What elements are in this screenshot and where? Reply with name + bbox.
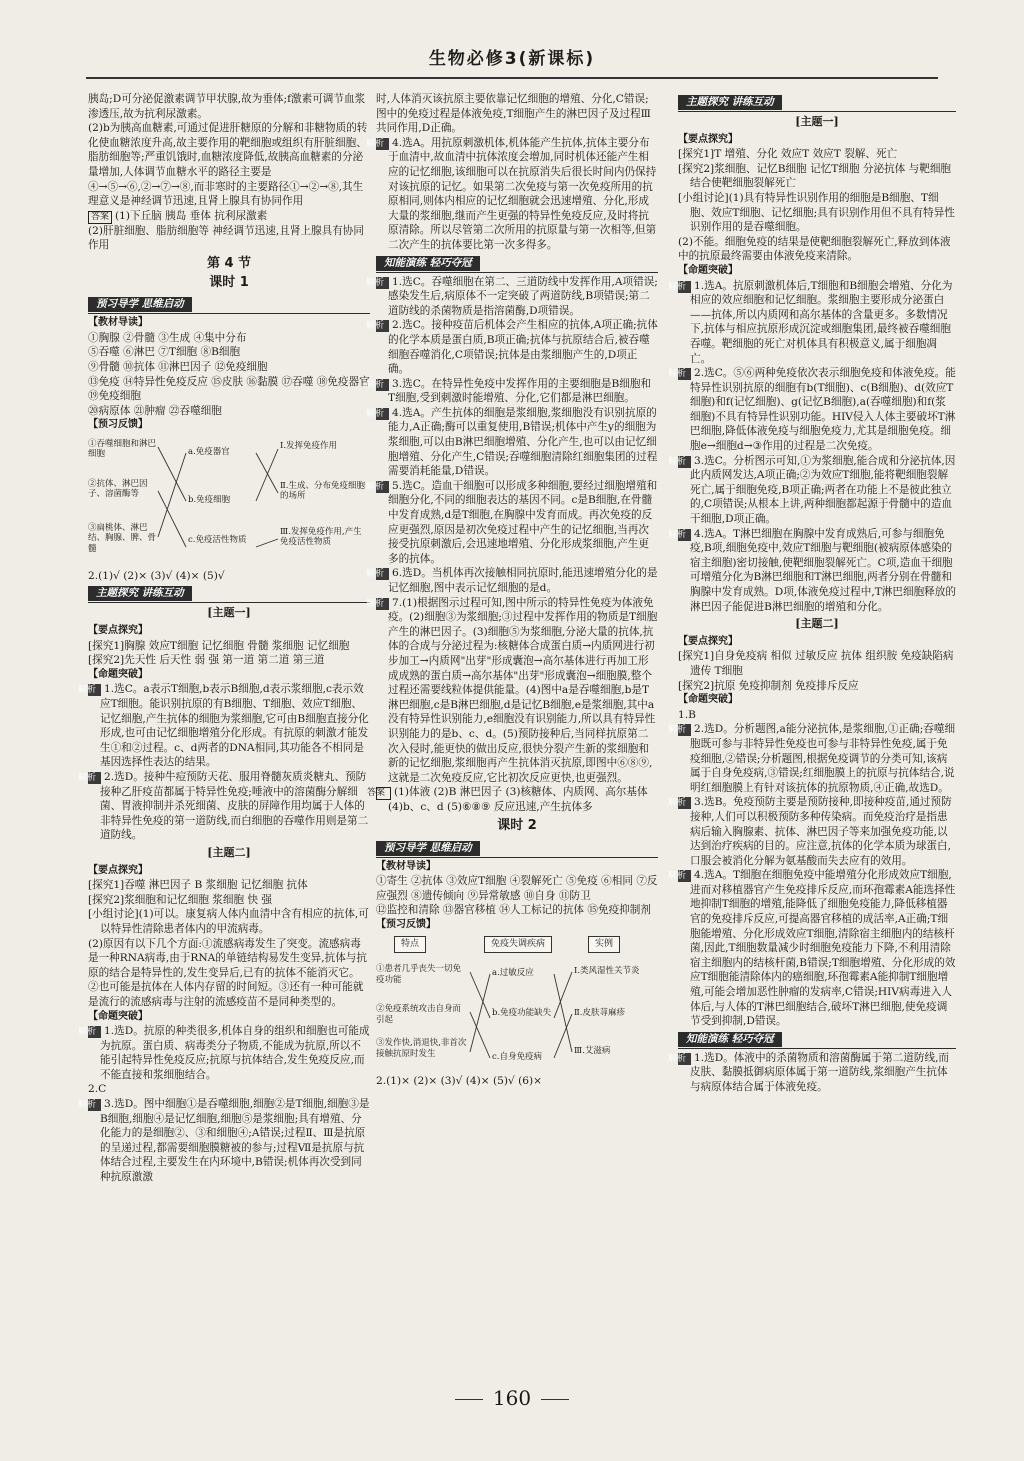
list-item: ⑤吞噬 ⑥淋巴 ⑦T细胞 ⑧B细胞 xyxy=(88,346,241,359)
answer-text: 3.选C。在特异性免疫中发挥作用的主要细胞是B细胞和T细胞,受到刺激时能增殖、分化,它们都是淋巴细胞。 xyxy=(388,377,652,405)
question-answer xyxy=(366,275,658,319)
list-item: [探究2]先天性 后天性 弱 强 第一道 第二道 第三道 xyxy=(88,654,325,667)
answer-block xyxy=(367,785,658,815)
page-number: 160 xyxy=(492,1386,532,1410)
question-answer xyxy=(668,366,956,454)
question-answer xyxy=(366,377,658,406)
question-answer: 2.C xyxy=(88,1083,107,1096)
diagram-mid-item: a.过敏反应 xyxy=(492,968,534,979)
list-item: ①寄生 ②抗体 ③效应T细胞 ④裂解死亡 ⑤免疫 ⑥相同 ⑦反应强烈 ⑧遗传倾向 ⑨异常敏感 ⑩自身 ⑪防卫 xyxy=(376,875,658,902)
answer-text: 1.选C。a表示T细胞,b表示B细胞,d表示浆细胞,c表示效应T细胞。能识别抗原的有B细胞、T细胞、效应T细胞、记忆细胞,产生抗体的细胞为浆细胞,它可由B细胞直接分化形成,也可由记忆细胞增殖分化形成。有抗原的刺激才能发生①和②过程。c、d两者的DNA相同,其功能各不相同是基因选择性表达的结果。 xyxy=(100,683,369,769)
answer-tag: 答案 xyxy=(88,211,112,224)
diagram-right-item: Ⅲ.发挥免疫作用,产生免疫活性物质 xyxy=(280,526,362,548)
analysis-tag: 解析 xyxy=(376,481,389,493)
subheading: 【预习反馈】 xyxy=(88,419,148,431)
answer-text: 4.选A。T细胞在细胞免疫中能增殖分化形成效应T细胞,进而对移植器官产生免疫排斥反应,而环孢霉素A能选择性地抑制T细胞的增殖,能降低了细胞免疫能力,降低移植器官的免疫排斥反应,可提高器官移植的成活率,A正确;T细胞能增殖、分化形成效应T细胞,清除宿主细胞内的结核杆菌,因此,T细胞数量减少时细胞免疫能力下降,不利用清除宿主细胞内的结核杆菌,B错误;T细胞增殖、分化形成的效应T细胞能清除体内的癌细胞,环孢霉素A能抑制T细胞增殖,可能会增加恶性肿瘤的发病率,C错误;HIV病毒进入人体后,与人体的T淋巴细胞结合,破坏T淋巴细胞,使免疫调节受到抑制,D错误。 xyxy=(690,869,956,1028)
analysis-tag: 解析 xyxy=(88,1026,101,1038)
theme-heading: [主题二] xyxy=(795,617,839,631)
section-bar xyxy=(678,92,956,112)
list-item: [探究1]胸腺 效应T细胞 记忆细胞 骨髓 浆细胞 记忆细胞 xyxy=(88,639,350,652)
analysis-tag: 解析 xyxy=(678,529,691,541)
diagram-left-item: ③扁桃体、淋巴结、胸腺、脾、骨髓 xyxy=(88,522,157,554)
diagram-header: 实例 xyxy=(588,936,620,953)
subheading: 【要点探究】 xyxy=(678,635,738,647)
list-item: ⑳病原体 ㉑肿瘤 ㉒吞噬细胞 xyxy=(88,404,222,417)
column-3 xyxy=(668,92,956,1095)
question-answer xyxy=(668,527,956,615)
analysis-tag: 解析 xyxy=(376,320,389,332)
diagram-mid-item: a.免疫器官 xyxy=(188,446,230,457)
question-answer xyxy=(366,406,658,479)
question-answer xyxy=(366,596,658,786)
list-item: [探究1]自身免疫病 相似 过敏反应 抗体 组织胺 免疫缺陷病 遗传 T细胞 xyxy=(678,650,954,677)
question-answer xyxy=(366,566,658,595)
answer-text: 5.选C。造血干细胞可以形成多种细胞,要经过细胞增殖和细胞分化,不同的细胞表达的基因不同。c是B细胞,在骨髓中发育成熟,d是T细胞,在胸腺中发育而成。再次免疫的反应更强烈,原因是初次免疫过程中产生的记忆细胞,当再次接受抗原刺激后,会迅速地增殖、分化形成浆细胞,产生更多的抗体。 xyxy=(388,479,658,565)
column-2 xyxy=(366,92,658,1089)
diagram-left-item: ②抗体、淋巴因子、溶菌酶等 xyxy=(88,478,148,500)
diagram-mid-item: c.免疫活性物质 xyxy=(188,534,247,545)
diagram-mid-item: b.免疫细胞 xyxy=(188,494,231,505)
subheading: 【预习反馈】 xyxy=(376,918,436,930)
analysis-tag: 解析 xyxy=(376,379,389,391)
analysis-tag: 解析 xyxy=(88,772,101,784)
section-heading: 知能演练 轻巧夺冠 xyxy=(678,1032,782,1047)
question-answer xyxy=(668,1051,956,1095)
list-item: [探究2]浆细胞和记忆细胞 浆细胞 快 强 xyxy=(88,893,273,906)
subheading: 【命题突破】 xyxy=(678,694,738,706)
section-heading: 预习导学 思维启动 xyxy=(376,841,480,856)
analysis-tag: 解析 xyxy=(376,598,389,610)
diagram-right-item: Ⅱ.生成、分布免疫细胞的场所 xyxy=(280,480,365,502)
analysis-tag: 解析 xyxy=(678,281,691,293)
analysis-tag: 解析 xyxy=(88,1099,101,1111)
section-title: 第 4 节 xyxy=(206,255,252,271)
answer-text: 4.选A。用抗原刺激机体,机体能产生抗体,抗体主要分布于血清中,故血清中抗体浓度会增加,同时机体还能产生相应的记忆细胞,该细胞可以在抗原消失后很长时间内仍保持对该抗原的记忆。如果第二次免疫与第一次免疫所用的抗原相同,则体内相应的记忆细胞就会迅速增殖、分化,形成大量的浆细胞,继而产生更强的特异性免疫反应,及时将抗原清除。所以尽管第二次所用的抗原量与第一次相等,但第二次产生的抗体要比第一次多得多。 xyxy=(388,136,657,251)
diagram-left-item: ①患者几乎丧失一切免疫功能 xyxy=(376,964,462,985)
discussion: (2)不能。细胞免疫的结果是使靶细胞裂解死亡,释放到体液中的抗原最终需要由体液免疫来清除。 xyxy=(678,235,951,263)
question-answer xyxy=(668,454,956,527)
diagram-left-item: ①吞噬细胞和淋巴细胞 xyxy=(88,438,157,460)
diagram-left-item: ③发作快,消退快,非首次接触抗原时发生 xyxy=(376,1038,467,1059)
answer-text: 1.选D。抗原的种类很多,机体自身的组织和细胞也可能成为抗原。蛋白质、病毒类分子物质,不能成为抗原,所以不能引起特异性免疫反应;抗原与抗体结合,发生免疫反应,而不能直接和浆细胞结合。 xyxy=(100,1025,370,1081)
discussion: (2)原因有以下几个方面:①流感病毒发生了突变。流感病毒是一种RNA病毒,由于RNA的单链结构易发生变异,抗体与抗原的结合是特异性的,发生变异后,已有的抗体不能消灭它。②也可能是抗体在人体内存留的时间短。③还有一种可能就是流行的流感病毒与注射的流感疫苗不是同种类型的。 xyxy=(88,937,367,1008)
lesson-title: 课时 2 xyxy=(497,817,537,833)
matching-diagram xyxy=(88,435,370,567)
question-answer xyxy=(668,795,956,868)
analysis-tag: 解析 xyxy=(376,277,389,289)
page-title: 生物必修3(新课标) xyxy=(428,49,596,69)
answer-text: 7.(1)根据图示过程可知,图中所示的特异性免疫为体液免疫。(2)细胞③为浆细胞;③过程中发挥作用的物质是T细胞产生的淋巴因子。(3)细胞⑤为浆细胞,分泌大量的抗体,抗体的合成与分泌过程为:核糖体合成蛋白质→内质网进行初步加工→内质网"出芽"形成囊泡→高尔基体进行再加工形成成熟的蛋白质→高尔基体"出芽"形成囊泡→细胞膜,整个过程还需要线粒体提供能量。(4)图中a是吞噬细胞,b是T淋巴细胞,c是B淋巴细胞,d是记忆B细胞,e是浆细胞,其中a没有特异性识别能力,e细胞没有识别能力,所以具有特异性识别能力的是b、c、d。(5)预防接种后,当同样抗原第二次入侵时,能更快的做出反应,很快分裂产生新的浆细胞和新的记忆细胞,浆细胞再产生抗体消灭抗原,即图中⑥⑧⑨,这就是二次免疫反应,它比初次反应更快,也更强烈。 xyxy=(388,596,658,784)
feedback-answers: 2.(1)× (2)× (3)√ (4)× (5)√ (6)× xyxy=(376,1075,542,1088)
header-divider xyxy=(86,77,938,79)
footer-dash xyxy=(541,1399,569,1400)
answer-block xyxy=(88,209,370,224)
question-answer xyxy=(366,318,658,376)
section-heading: 主题探究 讲练互动 xyxy=(88,586,192,601)
question-answer xyxy=(668,279,956,367)
list-item: ⑨骨髓 ⑩抗体 ⑪淋巴因子 ⑫免疫细胞 xyxy=(88,360,268,373)
list-item: ⑫监控和清除 ⑬器官移植 ⑭人工标记的抗体 ⑮免疫抑制剂 xyxy=(376,904,651,917)
section-heading: 预习导学 思维启动 xyxy=(88,297,192,312)
answer-text: 4.选A。产生抗体的细胞是浆细胞,浆细胞没有识别抗原的能力,A正确;酶可以重复使用,B错误;机体中产生y的细胞为浆细胞,可以由B淋巴细胞增殖、分化产生,也可以由记忆细胞增殖、分化产生,C错误;吞噬细胞清除红细胞集团的过程需要消耗能量,D错误。 xyxy=(388,406,658,478)
question-answer: 1.B xyxy=(678,708,696,721)
theme-heading: [主题一] xyxy=(795,115,839,128)
answer-text: (2)肝脏细胞、脂肪细胞等 神经调节迅速,且肾上腺具有协同作用 xyxy=(88,224,364,252)
feedback-answers: 2.(1)√ (2)× (3)√ (4)× (5)√ xyxy=(88,569,225,582)
answer-text: 4.选A。T淋巴细胞在胸腺中发育成熟后,可参与细胞免疫,B项,细胞免疫中,效应T细胞与靶细胞(被病原体感染的宿主细胞)密切接触,使靶细胞裂解死亡。C项,造血干细胞可增殖分化为B淋巴细胞和T淋巴细胞,两者分别在骨髓和胸腺中发育成熟。D项,体液免疫过程中,T淋巴细胞释放的淋巴因子能促进B淋巴细胞的增殖和分化。 xyxy=(690,527,956,613)
list-item: [探究2]抗原 免疫抑制剂 免疫排斥反应 xyxy=(678,679,859,692)
analysis-tag: 解析 xyxy=(678,797,691,809)
diagram-header: 特点 xyxy=(394,936,426,953)
question-answer xyxy=(668,722,956,795)
footer-dash xyxy=(455,1399,483,1400)
diagram-header: 免疫失调疾病 xyxy=(484,936,552,953)
subheading: 【要点探究】 xyxy=(88,625,148,637)
diagram-mid-item: b.免疫功能缺失 xyxy=(492,1008,552,1019)
list-item: [探究1]T 增殖、分化 效应T 效应T 裂解、死亡 xyxy=(678,148,898,161)
section-bar xyxy=(678,1029,956,1049)
section-bar xyxy=(376,253,658,273)
answer-text: 6.选D。当机体再次接触相同抗原时,能迅速增殖分化的是记忆细胞,图中表示记忆细胞的是d。 xyxy=(388,567,658,594)
column-1 xyxy=(78,92,370,1185)
subheading: 【教材导读】 xyxy=(88,317,148,329)
discussion: [小组讨论](1)可以。康复病人体内血清中含有相应的抗体,可以特异性清除患者体内的甲流病毒。 xyxy=(88,908,369,935)
list-item: [探究2]浆细胞、记忆B细胞 记忆T细胞 分泌抗体 与靶细胞结合使靶细胞裂解死亡 xyxy=(678,162,952,190)
discussion: [小组讨论](1)具有特异性识别作用的细胞是B细胞、T细胞、效应T细胞、记忆细胞;具有识别作用但不具有特异性识别作用的是吞噬细胞。 xyxy=(678,191,955,234)
question-answer xyxy=(668,868,956,1029)
analysis-tag: 解析 xyxy=(678,724,691,736)
section-bar xyxy=(376,838,658,858)
answer-text: 2.选D。接种牛痘预防天花、服用脊髓灰质炎糖丸、预防接种乙肝疫苗都属于特异性免疫;唾液中的溶菌酶分解细菌、胃液抑制并杀死细菌、皮肤的屏障作用均属于人体的非特异性免疫的第一道防线,而白细胞的吞噬作用则是第二道防线。 xyxy=(100,771,369,842)
answer-text: 2.选C。接种疫苗后机体会产生相应的抗体,A项正确;抗体的化学本质是蛋白质,B项正确;抗体与抗原结合后,被吞噬细胞吞噬消化,C项错误;抗体是由浆细胞产生的,D项正确。 xyxy=(388,319,658,376)
question-answer xyxy=(366,479,658,567)
list-item: ①胸腺 ②骨髓 ③生成 ④集中分布 xyxy=(88,331,247,344)
diagram-mid-item: c.自身免疫病 xyxy=(492,1052,542,1063)
analysis-tag: 解析 xyxy=(376,408,389,420)
question-answer xyxy=(78,770,370,843)
answer-text: 3.选B。免疫预防主要是预防接种,即接种疫苗,通过预防接种,人们可以积极预防多种传染病。而免疫治疗是指患病后输入胸腺素、抗体、淋巴因子等来加强免疫功能,以达到治疗疾病的目的。应注意,抗体的化学本质为球蛋白,口服会被消化分解为氨基酸而失去应有的效用。 xyxy=(690,796,952,867)
answer-text: 2.选C。⑤⑥两种免疫依次表示细胞免疫和体液免疫。能特异性识别抗原的细胞有b(T细胞)、c(B细胞)、d(效应T细胞)和f(记忆细胞)、g(记忆B细胞),a(吞噬细胞)和f(浆细胞)不具有特异性识别功能。HIV侵入人体主要破坏T淋巴细胞,降低体液免疫与细胞免疫力,尤其是细胞免疫。细胞e→细胞d→③作用的过程是二次免疫。 xyxy=(690,367,956,453)
subheading: 【命题突破】 xyxy=(678,264,738,276)
diagram-right-item: Ⅰ.发挥免疫作用 xyxy=(280,440,338,451)
diagram-left-item: ②免疫系统攻击自身而引起 xyxy=(376,1004,462,1025)
answer-text: (1)下丘脑 胰岛 垂体 抗利尿激素 xyxy=(115,209,268,222)
paragraph: 胰岛;D可分泌促激素调节甲状腺,故为垂体;f激素可调节血浆渗透压,故为抗利尿激素。 xyxy=(88,93,366,120)
analysis-tag: 解析 xyxy=(678,870,691,882)
theme-heading: [主题二] xyxy=(207,845,251,859)
subheading: 【要点探究】 xyxy=(678,133,738,145)
answer-text: 1.选A。抗原刺激机体后,T细胞和B细胞会增殖、分化为相应的效应细胞和记忆细胞。浆细胞主要形成分泌蛋白——抗体,所以内质网和高尔基体的含量更多。多数情况下,抗体与相应抗原形成沉淀或细胞集团,最终被吞噬细胞吞噬。靶细胞的死亡对机体具有积极意义,属于细胞凋亡。 xyxy=(690,279,953,365)
lesson-title: 课时 1 xyxy=(209,274,249,290)
paragraph: (2)b为胰高血糖素,可通过促进肝糖原的分解和非糖物质的转化使血糖浓度升高,故主要作用的靶细胞或组织有肝脏细胞、脂肪细胞等;严重饥饿时,血糖浓度降低,故胰高血糖素的分泌量增加,人体调节血糖水平的路径主要是④→⑤→⑥,②→⑦→⑧,而非寒时的主要路径①→②→⑧,其生理意义是神经调节迅速,且肾上腺具有协同作用 xyxy=(88,122,368,208)
list-item: [探究1]吞噬 淋巴因子 B 浆细胞 记忆细胞 抗体 xyxy=(88,879,308,892)
analysis-tag: 解析 xyxy=(678,368,691,380)
analysis-tag: 解析 xyxy=(88,684,101,696)
question-answer xyxy=(78,1097,370,1185)
section-heading: 主题探究 讲练互动 xyxy=(678,95,782,110)
analysis-tag: 解析 xyxy=(376,568,389,580)
subheading: 【要点探究】 xyxy=(88,864,148,876)
page-header xyxy=(0,44,1024,78)
analysis-tag: 解析 xyxy=(376,138,389,150)
diagram-right-item: Ⅰ.类风湿性关节炎 xyxy=(574,966,640,977)
diagram-right-item: Ⅲ.艾滋病 xyxy=(574,1046,611,1057)
diagram-right-item: Ⅱ.皮肤荨麻疹 xyxy=(574,1008,625,1019)
answer-text: (1)体液 (2)B 淋巴因子 (3)核糖体、内质网、高尔基体 (4)b、c、d (5)⑥⑧⑨ 反应迅速,产生抗体多 xyxy=(388,786,648,814)
answer-text: 2.选D。分析题图,a能分泌抗体,是浆细胞,①正确;吞噬细胞既可参与非特异性免疫也可参与非特异性免疫,属于免疫细胞,②错误;分析题图,根据免疫调节的分类可知,该病属于自身免疫病,③错误;红细胞膜上的抗原与抗体结合,说明红细胞膜上有针对该抗体的抗原物质,④正确,故选D。 xyxy=(690,723,956,794)
section-bar xyxy=(88,583,370,603)
question-answer xyxy=(366,136,658,253)
analysis-tag: 解析 xyxy=(678,1053,691,1065)
answer-text: 3.选C。分析图示可知,①为浆细胞,能合成和分泌抗体,因此内质网发达,A项正确;②为效应T细胞,能将靶细胞裂解死亡,属于细胞免疫,B项正确;两者在功能上不是彼此独立的,C项错误;从根本上讲,两种细胞都起源于骨髓中的造血干细胞,D项正确。 xyxy=(690,454,956,526)
subheading: 【命题突破】 xyxy=(88,1010,148,1022)
section-heading: 知能演练 轻巧夺冠 xyxy=(376,256,480,271)
subheading: 【命题突破】 xyxy=(88,668,148,680)
answer-text: 1.选C。吞噬细胞在第二、三道防线中发挥作用,A项错误;感染发生后,病原体不一定突破了两道防线,B项错误;第二道防线的杀菌物质是指溶菌酶,D项错误。 xyxy=(388,275,658,317)
paragraph: 时,人体消灭该抗原主要依靠记忆细胞的增殖、分化,C错误;图中的免疫过程是体液免疫,T细胞产生的淋巴因子及过程Ⅲ共同作用,D正确。 xyxy=(376,93,651,135)
question-answer xyxy=(78,1024,370,1082)
analysis-tag: 解析 xyxy=(678,456,691,468)
answer-tag: 答案 xyxy=(376,787,391,800)
page-footer xyxy=(0,1386,1024,1410)
matching-diagram xyxy=(376,934,658,1072)
subheading: 【教材导读】 xyxy=(376,860,436,872)
answer-text: 1.选D。体液中的杀菌物质和溶菌酶属于第二道防线,而皮肤、黏膜抵御病原体属于第一道防线,浆细胞产生抗体与病原体结合属于体液免疫。 xyxy=(690,1051,950,1093)
theme-heading: [主题一] xyxy=(207,606,251,620)
section-bar xyxy=(88,294,370,314)
question-answer xyxy=(78,682,370,770)
answer-text: 3.选D。图中细胞①是吞噬细胞,细胞②是T细胞,细胞③是B细胞,细胞④是记忆细胞,细胞⑤是浆细胞;具有增殖、分化能力的是细胞②、③和细胞④;A错误;过程Ⅱ、Ⅲ是抗原的呈递过程,都需要细胞膜糖被的参与;过程Ⅶ是抗原与抗体结合过程,主要发生在内环境中,B错误;机体再次受到同种抗原激激 xyxy=(100,1098,370,1184)
list-item: ⑬免疫 ⑭特异性免疫反应 ⑮皮肤 ⑯黏膜 ⑰吞噬 ⑱免疫器官 ⑲免疫细胞 xyxy=(88,375,370,403)
